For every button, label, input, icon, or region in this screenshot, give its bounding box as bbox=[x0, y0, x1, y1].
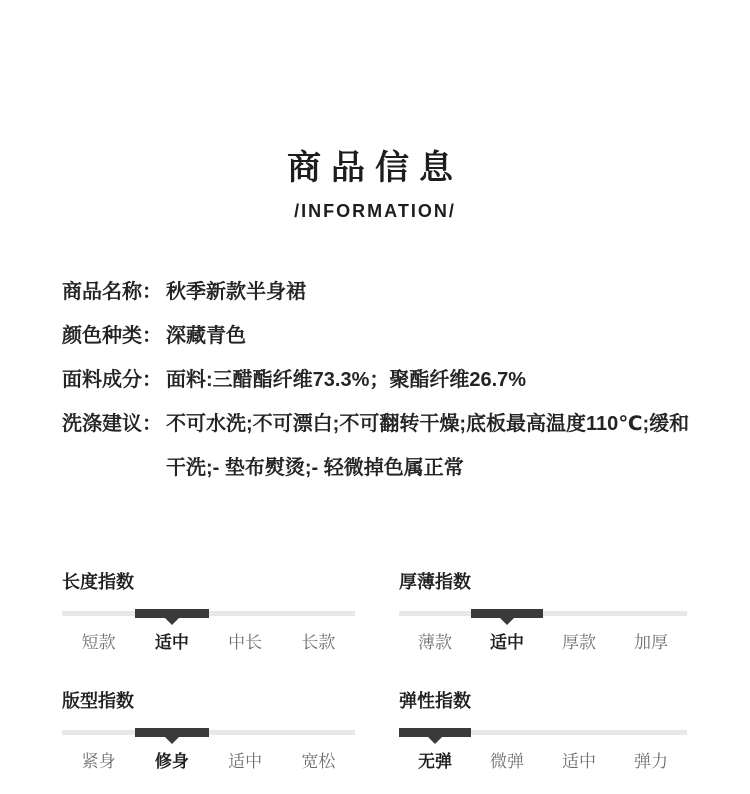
caret-down-icon bbox=[500, 618, 514, 625]
option-label: 厚款 bbox=[562, 633, 596, 653]
detail-row-washing bbox=[62, 402, 702, 490]
index-sections bbox=[62, 571, 750, 791]
option-label: 微弹 bbox=[490, 752, 524, 772]
caret-down-icon bbox=[428, 737, 442, 744]
detail-row-color bbox=[62, 314, 702, 358]
option-label: 中长 bbox=[228, 633, 263, 653]
option-label: 紧身 bbox=[81, 752, 116, 772]
caret-down-icon bbox=[165, 737, 179, 744]
option-labels bbox=[62, 632, 355, 654]
option-label: 弹力 bbox=[634, 752, 668, 772]
option-label: 修身 bbox=[154, 752, 189, 772]
detail-label: 商品名称： bbox=[62, 281, 162, 304]
option-label: 长款 bbox=[301, 633, 336, 653]
product-details bbox=[62, 270, 702, 490]
slider-selected-segment bbox=[471, 609, 543, 618]
option-label: 适中 bbox=[228, 752, 263, 772]
slider-selected-segment bbox=[399, 728, 471, 737]
index-title: 版型指数 bbox=[62, 691, 134, 712]
detail-row-product-name bbox=[62, 270, 702, 314]
option-label: 短款 bbox=[81, 633, 116, 653]
elasticity-slider bbox=[399, 728, 687, 740]
option-label: 适中 bbox=[562, 752, 596, 772]
detail-value: 深藏青色 bbox=[166, 325, 246, 348]
index-section-length bbox=[62, 571, 355, 654]
page-title: 商品信息 bbox=[287, 149, 463, 187]
thickness-slider bbox=[399, 609, 687, 621]
detail-label: 面料成分： bbox=[62, 369, 162, 392]
index-title: 弹性指数 bbox=[399, 691, 471, 712]
option-label: 宽松 bbox=[301, 752, 336, 772]
page-subtitle: /INFORMATION/ bbox=[294, 200, 456, 221]
length-slider bbox=[62, 609, 355, 621]
option-label: 无弹 bbox=[418, 752, 452, 772]
option-label: 适中 bbox=[490, 633, 524, 653]
slider-selected-segment bbox=[135, 728, 208, 737]
index-title: 长度指数 bbox=[62, 572, 134, 593]
slider-track bbox=[62, 730, 355, 735]
option-label: 薄款 bbox=[418, 633, 452, 653]
option-label: 适中 bbox=[154, 633, 189, 653]
index-title: 厚薄指数 bbox=[399, 572, 471, 593]
detail-value: 面料:三醋酯纤维73.3%；聚酯纤维26.7% bbox=[166, 369, 527, 392]
detail-value: 不可水洗;不可漂白;不可翻转干燥;底板最高温度110℃;缓和干洗;- 垫布熨烫;- 轻微掉色属正常 bbox=[166, 413, 690, 480]
detail-label: 颜色种类： bbox=[62, 325, 162, 348]
detail-value: 秋季新款半身裙 bbox=[166, 281, 306, 304]
page-header bbox=[0, 0, 750, 222]
option-labels bbox=[62, 751, 355, 773]
slider-track bbox=[399, 611, 687, 616]
fit-slider bbox=[62, 728, 355, 740]
index-section-thickness bbox=[399, 571, 687, 654]
slider-track bbox=[62, 611, 355, 616]
detail-label: 洗涤建议： bbox=[62, 413, 162, 436]
option-label: 加厚 bbox=[634, 633, 668, 653]
index-section-elasticity bbox=[399, 690, 687, 773]
option-labels bbox=[399, 751, 687, 773]
detail-row-fabric bbox=[62, 358, 702, 402]
index-section-fit bbox=[62, 690, 355, 773]
caret-down-icon bbox=[165, 618, 179, 625]
option-labels bbox=[399, 632, 687, 654]
slider-selected-segment bbox=[135, 609, 208, 618]
